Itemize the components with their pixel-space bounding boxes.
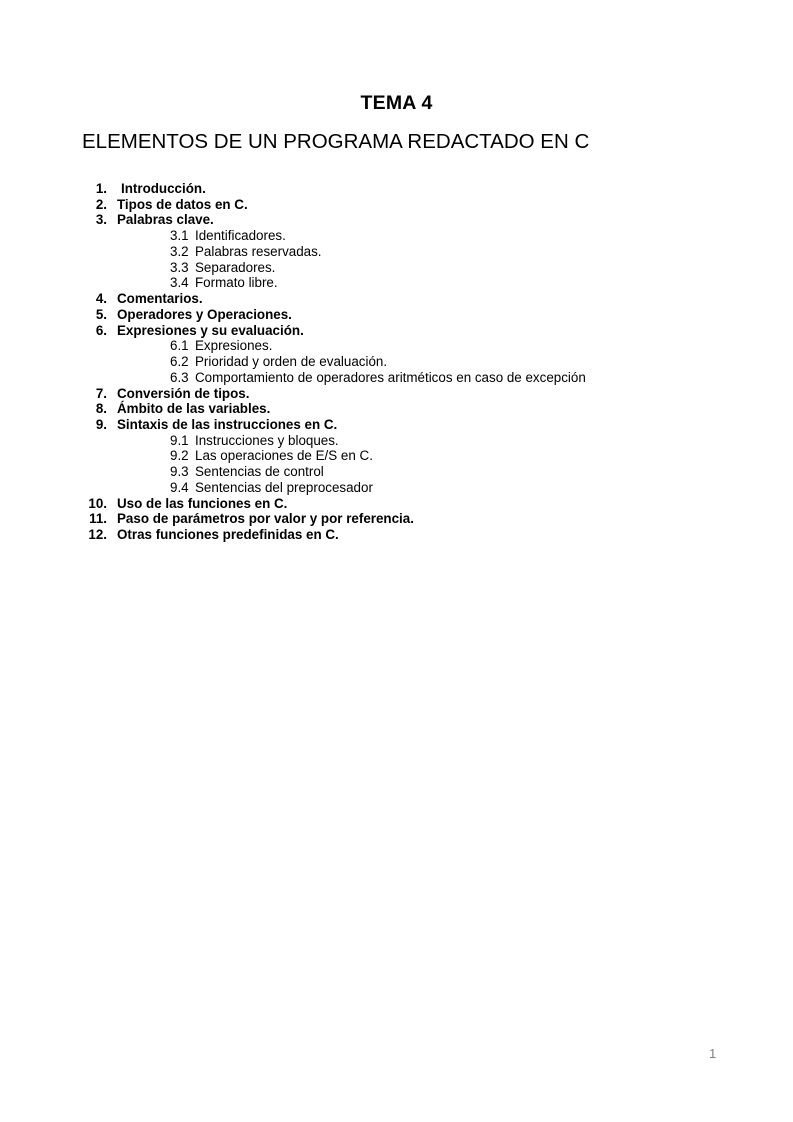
toc-item-label: Paso de parámetros por valor y por referencia. [117,511,414,527]
toc-item [0,417,793,433]
toc-item-number: 3.2 [170,243,189,259]
toc-item-label: Sentencias del preprocesador [195,479,373,495]
toc-item-number: 3.4 [170,275,189,291]
toc-item-label: Comentarios. [117,291,203,307]
toc-item-label: Palabras reservadas. [195,243,322,259]
page-subtitle: ELEMENTOS DE UN PROGRAMA REDACTADO EN C [82,130,590,153]
toc-item-number: 3.3 [170,259,189,275]
toc-item-label: Sentencias de control [195,464,324,480]
toc-item-number: 2. [95,196,107,212]
toc-item-label: Conversión de tipos. [117,385,250,401]
toc-item [0,401,793,417]
toc-item-number: 6.3 [170,369,189,385]
toc-subitem [0,448,793,464]
toc-item-label: Formato libre. [195,275,278,291]
toc-subitem [0,338,793,354]
page-title: TEMA 4 [360,92,433,114]
toc-subitem [0,464,793,480]
table-of-contents [0,181,793,543]
toc-subitem [0,275,793,291]
toc-item-number: 11. [89,511,107,527]
toc-item [0,307,793,323]
toc-item [0,197,793,213]
toc-item-label: Ámbito de las variables. [117,401,271,417]
toc-item-label: Sintaxis de las instrucciones en C. [117,417,338,433]
toc-item [0,527,793,543]
toc-subitem [0,244,793,260]
toc-item-label: Expresiones. [195,338,273,354]
page-number: 1 [709,1046,717,1061]
toc-item-number: 9. [95,417,107,433]
toc-item [0,323,793,339]
toc-item-label: Instrucciones y bloques. [195,432,339,448]
toc-item-label: Uso de las funciones en C. [117,495,288,511]
toc-item-label: Expresiones y su evaluación. [117,322,304,338]
toc-item-number: 8. [95,401,107,417]
toc-item-number: 10. [88,495,107,511]
toc-item-label: Separadores. [195,259,276,275]
toc-item-number: 12. [88,527,107,543]
toc-item-number: 3. [95,212,107,228]
toc-item-number: 6.2 [170,354,189,370]
toc-item-number: 6. [95,322,107,338]
toc-item-number: 4. [95,291,107,307]
toc-item-label: Operadores y Operaciones. [117,306,292,322]
toc-item-number: 9.2 [170,448,189,464]
toc-subitem [0,260,793,276]
toc-item-number: 3.1 [170,228,189,244]
toc-item-label: Introducción. [121,181,206,196]
toc-item [0,496,793,512]
toc-item-number: 9.4 [170,479,189,495]
toc-item-label: Identificadores. [195,228,286,244]
toc-item-number: 6.1 [170,338,189,354]
toc-item [0,181,793,197]
toc-item-label: Otras funciones predefinidas en C. [117,527,339,543]
toc-subitem [0,433,793,449]
toc-item-label: Prioridad y orden de evaluación. [195,354,388,370]
toc-item-number: 1. [95,181,107,196]
toc-subitem [0,370,793,386]
toc-item-label: Palabras clave. [117,212,214,228]
toc-item [0,291,793,307]
toc-item-label: Comportamiento de operadores aritméticos en caso de excepción [195,369,586,385]
toc-item-number: 9.3 [170,464,189,480]
toc-subitem [0,354,793,370]
toc-item-label: Las operaciones de E/S en C. [195,448,373,464]
toc-subitem [0,480,793,496]
toc-subitem [0,228,793,244]
toc-item [0,386,793,402]
toc-item-number: 9.1 [170,432,189,448]
toc-item-label: Tipos de datos en C. [117,196,248,212]
toc-item-number: 5. [95,306,107,322]
toc-item-number: 7. [95,385,107,401]
toc-item [0,212,793,228]
toc-item [0,511,793,527]
